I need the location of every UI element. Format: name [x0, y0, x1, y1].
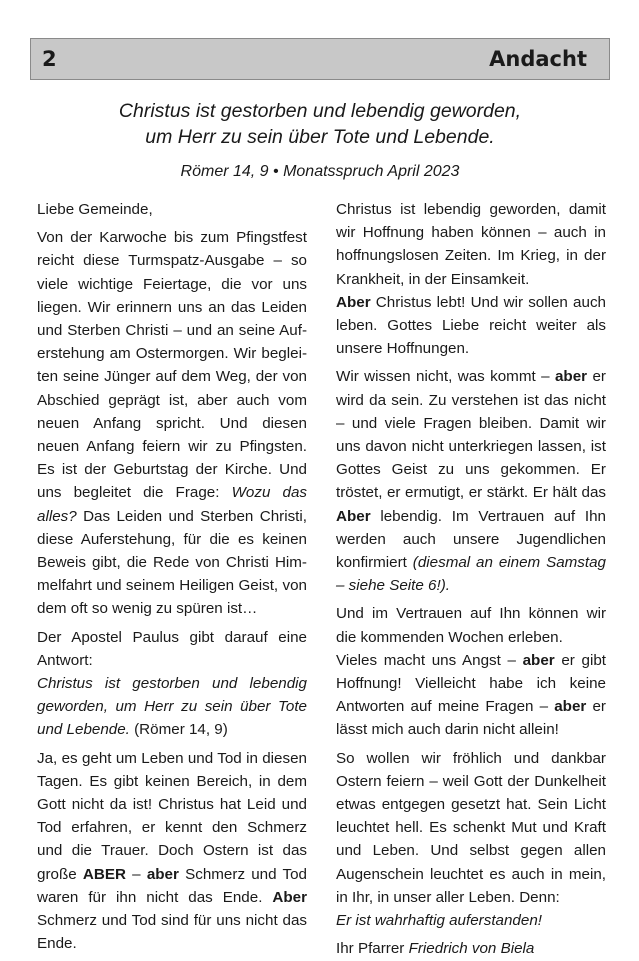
paragraph: [37, 747, 307, 956]
question-text: Wozu das: [231, 484, 307, 502]
text-line: diese Auferstehung, für die es keinen: [37, 530, 307, 548]
text-line: ten seine Jünger auf dem Weg, der von: [37, 368, 307, 386]
text-line: konfirmiert (diesmal an einem Samstag: [336, 554, 607, 572]
text-line: Wir wissen nicht, was kommt – aber er: [336, 368, 606, 386]
text-line: große ABER – aber Schmerz und Tod: [37, 865, 307, 883]
text-line: liegen. Wir erinnern uns an das Leiden: [37, 298, 307, 316]
text-line: Augenschein leuchtet es auch in mein,: [336, 865, 606, 883]
text-line: Hoffnung! Vielleicht habe ich keine: [336, 675, 606, 693]
text-line: die kommenden Wochen erleben.: [336, 628, 563, 646]
paragraph: [336, 365, 606, 597]
text-line: reicht diese Turmspatz-Ausgabe – so: [37, 252, 307, 270]
text-line: Und im Vertrauen auf Ihn können wir: [336, 605, 606, 623]
text-line: Ende.: [37, 935, 77, 953]
text-line: uns begleitet die Frage: Wozu das: [37, 484, 307, 502]
text-line: Abschied geprägt ist, aber auch vom: [37, 391, 307, 409]
signature: Ihr Pfarrer Friedrich von Biela: [336, 940, 535, 958]
text-line: – siehe Seite 6!).: [336, 577, 450, 595]
right-column: [336, 198, 606, 961]
text-line: wir Hoffnung haben können – auch in: [336, 224, 606, 242]
paragraph: [336, 198, 606, 360]
page-number: 2: [42, 47, 57, 71]
text-line: tröstet, er ermutigt, er stärkt. Er hält das: [336, 484, 606, 502]
verse-line: Christus ist gestorben und lebendig geworden,: [118, 100, 522, 122]
text-line: Aber lebendig. Im Vertrauen auf Ihn: [336, 507, 606, 525]
text-line: waren für ihn nicht das Ende. Aber: [37, 888, 307, 906]
paragraph: [336, 747, 606, 933]
text-line: lässt mich auch darin nicht allein!: [336, 721, 559, 739]
text-line: unsere Hoffnungen.: [336, 340, 470, 358]
text-line: Aber Christus lebt! Und wir sollen auch: [336, 293, 606, 311]
text-line: Es ist der Geburtstag der Kirche. Und: [37, 461, 307, 479]
text-line: wird da sein. Zu verstehen ist das nicht: [336, 391, 606, 409]
text-line: Der Apostel Paulus gibt darauf eine: [37, 628, 307, 646]
text-line: neuen Anfang feiern wir zu Pfingsten.: [37, 438, 307, 456]
text-line: Gottes Geist zu uns gekommen. Er: [336, 461, 606, 479]
verse-line: um Herr zu sein über Tote und Lebende.: [145, 126, 495, 148]
text-line: melfahrt und seinem Heiligen Geist, von: [37, 577, 307, 595]
paragraph: [336, 602, 606, 741]
monthly-verse: [30, 98, 610, 150]
text-line: Krankheit, in der Einsamkeit.: [336, 270, 530, 288]
text-line: neuen Anfang spricht. Und diesen: [37, 414, 307, 432]
text-line: alles? Das Leiden und Sterben Christi,: [37, 507, 307, 525]
quote-line: geworden, um Herr zu sein über Tote: [37, 698, 307, 716]
text-line: Ja, es geht um Leben und Tod in diesen: [37, 749, 307, 767]
text-line: und Leben. Und selbst gegen allen: [336, 842, 606, 860]
question-text: alles?: [37, 507, 77, 525]
quote-line: und Lebende. (Römer 14, 9): [37, 721, 228, 739]
verse-source: Römer 14, 9 • Monatsspruch April 2023: [180, 163, 460, 180]
text-line: Ostern feiern – weil Gott der Dunkelheit: [336, 772, 606, 790]
text-line: Vieles macht uns Angst – aber er gibt: [336, 651, 606, 669]
text-line: Tod erfahren, er kennt den Schmerz: [37, 819, 307, 837]
paragraph: [37, 626, 307, 742]
quote-line: Christus ist gestorben und lebendig: [37, 675, 307, 693]
section-title: Andacht: [489, 47, 587, 71]
text-line: – und viele Fragen bleiben. Damit wir: [336, 414, 606, 432]
text-line: So wollen wir fröhlich und dankbar: [336, 749, 606, 767]
text-line: viele wichtige Feiertage, die vor uns: [37, 275, 307, 293]
text-line: in Ihr, in unser aller Leben. Denn:: [336, 888, 560, 906]
text-line: Tagen. Es gibt keinen Bereich, in dem: [37, 772, 307, 790]
text-line: leuchtet hell. Es schenkt Mut und Kraft: [336, 819, 606, 837]
text-line: Gott nicht da ist! Christus hat Leid und: [37, 796, 307, 814]
text-line: und die Trauer. Doch Ostern ist das: [37, 842, 307, 860]
header-bar: [30, 38, 610, 80]
pastor-name: Friedrich von Biela: [408, 940, 535, 958]
text-line: Antwort:: [37, 651, 93, 669]
text-line: erstehung am Ostermorgen. Wir beglei-: [37, 345, 307, 363]
text-line: dem oft so wenig zu spüren ist…: [37, 600, 258, 618]
text-line: etwas entgegen gesetzt hat. Sein Licht: [336, 796, 606, 814]
text-line: Antworten auf meine Fragen – aber er: [336, 698, 606, 716]
text-line: leben. Gottes Liebe reicht weiter als: [336, 317, 606, 335]
text-line: Christus ist lebendig geworden, damit: [336, 201, 606, 218]
text-line: und Sterben Christi – und an seine Auf-: [37, 322, 307, 340]
paragraph: [37, 226, 307, 620]
text-line: hoffnungslosen Zeiten. Im Krieg, in der: [336, 247, 606, 265]
greeting: Liebe Gemeinde,: [37, 201, 153, 218]
closing-line: Er ist wahrhaftig auferstanden!: [336, 912, 542, 930]
left-column: [37, 198, 307, 956]
text-line: Schmerz und Tod sind für uns nicht das: [37, 912, 307, 930]
text-line: Von der Karwoche bis zum Pfingstfest: [37, 229, 307, 247]
text-line: uns davon nicht unterkriegen lassen, ist: [336, 438, 606, 456]
text-line: Beweis gibt, die Rede von Christi Him-: [37, 554, 307, 572]
text-line: werden auch unsere Jugendlichen: [336, 530, 606, 548]
